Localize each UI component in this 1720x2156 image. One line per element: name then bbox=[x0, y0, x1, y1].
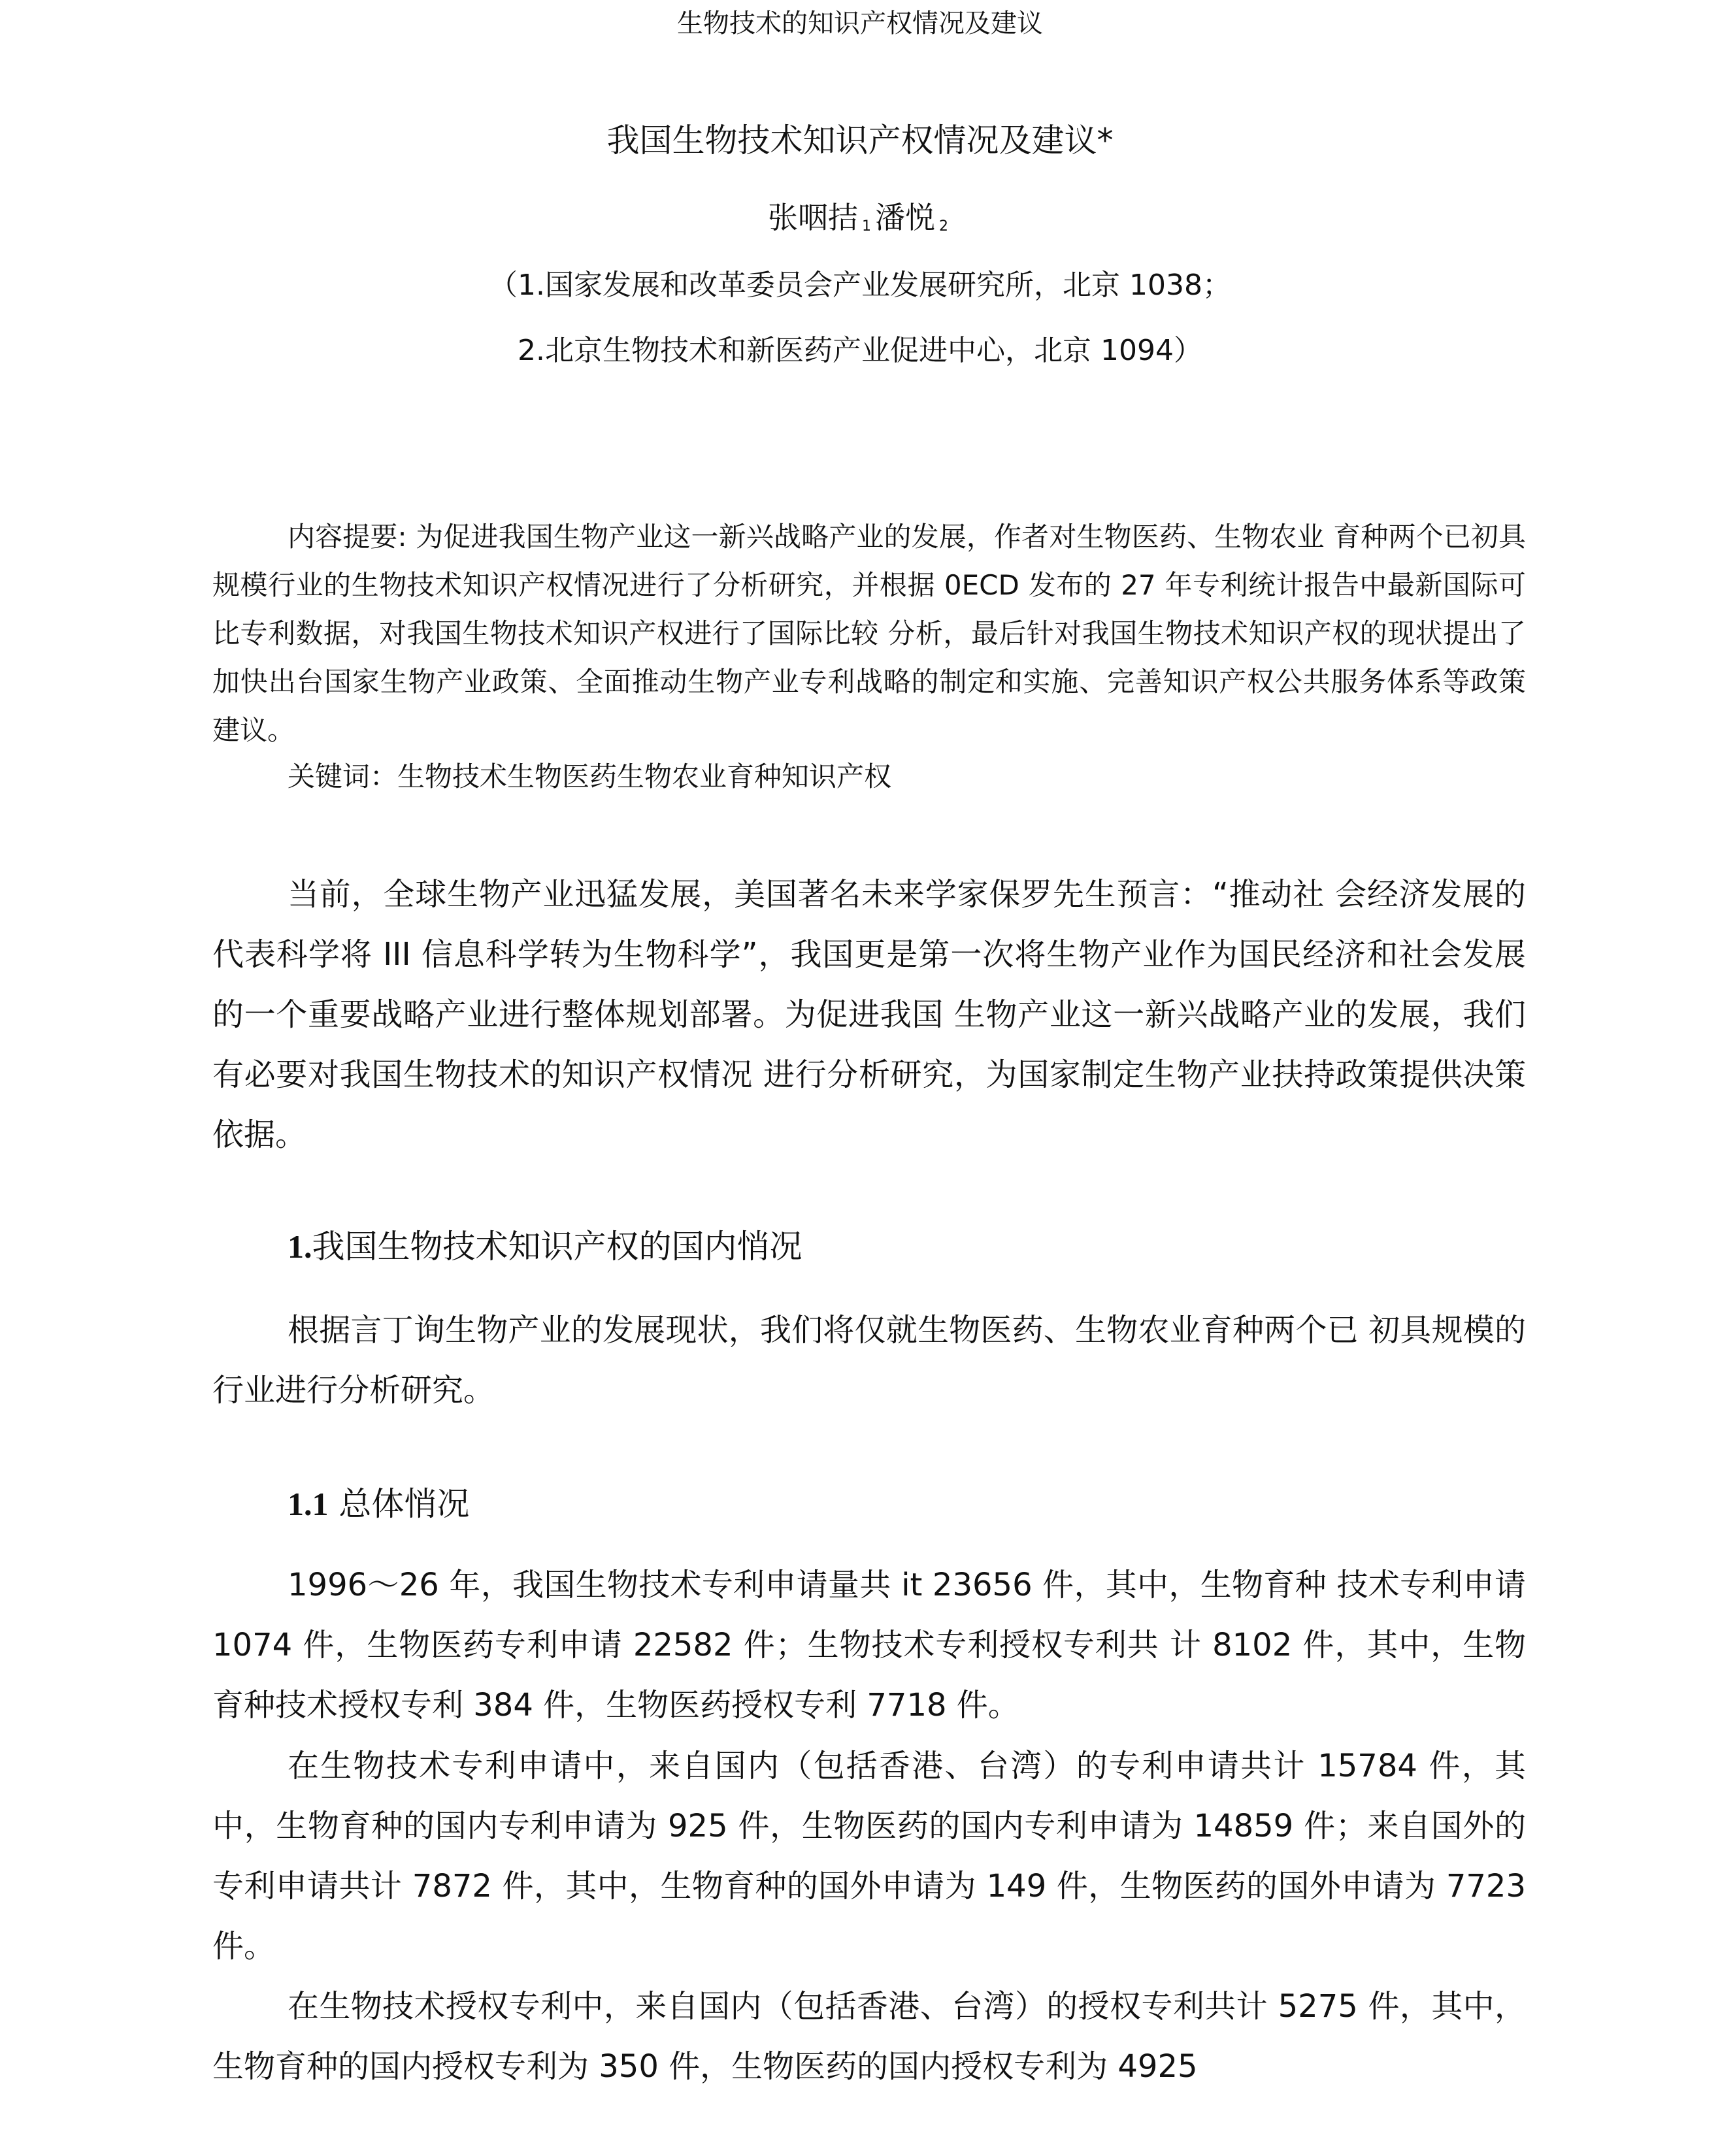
affiliation-mark: 1 bbox=[862, 218, 871, 235]
body-paragraph: 1996〜26 年，我国生物技术专利申请量共 it 23656 件，其中，生物育种 技术专利申请 1074 件，生物医药专利申请 22582 件；生物技术专利授权专利共 计 8102 件，其中，生物育种技术授权专利 384 件，生物医药授权专利 7718 件。 bbox=[212, 1567, 1526, 1723]
section-number: 1.1 bbox=[288, 1486, 329, 1522]
author-name: 张咽拮 bbox=[768, 200, 858, 235]
section-number: 1. bbox=[288, 1228, 312, 1265]
body-paragraph: 当前，全球生物产业迅猛发展，美国著名未来学家保罗先生预言：“推动社 会经济发展的代表科学将 III 信息科学转为生物科学”，我国更是第一次将生物产业作为国民经济和社会发展的一个重要战略产业进行整体规划部署。为促进我国 生物产业这一新兴战略产业的发展，我们有必要对我国生物技术的知识产权情况 进行分析研究，为国家制定生物产业扶持政策提供决策依据。 bbox=[212, 876, 1526, 1153]
body-paragraph: 根据言丁询生物产业的发展现状，我们将仅就生物医药、生物农业育种两个已 初具规模的行业进行分析研究。 bbox=[212, 1312, 1526, 1409]
affiliation-line: 2.北京生物技术和新医药产业促进中心，北京 1094） bbox=[518, 334, 1202, 367]
paper-title: 我国生物技术知识产权情况及建议* bbox=[606, 122, 1114, 159]
affiliation-line: （1.国家发展和改革委员会产业发展研究所，北京 1038； bbox=[489, 269, 1231, 302]
section-title: 总体悄况 bbox=[328, 1485, 470, 1523]
subsection-heading bbox=[288, 1478, 469, 1530]
keywords: 关键词：生物技术生物医药生物农业育种知识产权 bbox=[288, 760, 892, 792]
body-paragraph: 在生物技术专利申请中，来自国内（包括香港、台湾）的专利申请共计 15784 件，其中，生物育种的国内专利申请为 925 件，生物医药的国内专利申请为 14859 件；来自国外的专利申请共计 7872 件，其中，生物育种的国外申请为 149 件，生物医药的国外申请为 7723 件。 bbox=[212, 1748, 1526, 1965]
abstract: 内容提要: 为促进我国生物产业这一新兴战略产业的发展，作者对生物医药、生物农业 育种两个已初具规模行业的生物技术知识产权情况进行了分析研究，并根据 0ECD 发布的 27 年专利统计报告中最新国际可比专利数据，对我国生物技术知识产权进行了国际比较 分析，最后针对我国生物技术知识产权的现状提出了加快出台国家生物产业政策、全面推动生物产业专利战略的制定和实施、完善知识产权公共服务体系等政策建议。 bbox=[212, 521, 1526, 746]
section-title: 我国生物技术知识产权的国内悄况 bbox=[312, 1228, 802, 1266]
body-paragraph: 在生物技术授权专利中，来自国内（包括香港、台湾）的授权专利共计 5275 件，其中，生物育种的国内授权专利为 350 件，生物医药的国内授权专利为 4925 bbox=[212, 1988, 1526, 2085]
section-heading bbox=[288, 1220, 802, 1273]
affiliation-mark: 2 bbox=[939, 218, 948, 235]
running-header: 生物技术的知识产权情况及建议 bbox=[677, 8, 1043, 39]
author-line bbox=[0, 196, 1720, 248]
author-name: 潘悦 bbox=[875, 200, 935, 235]
